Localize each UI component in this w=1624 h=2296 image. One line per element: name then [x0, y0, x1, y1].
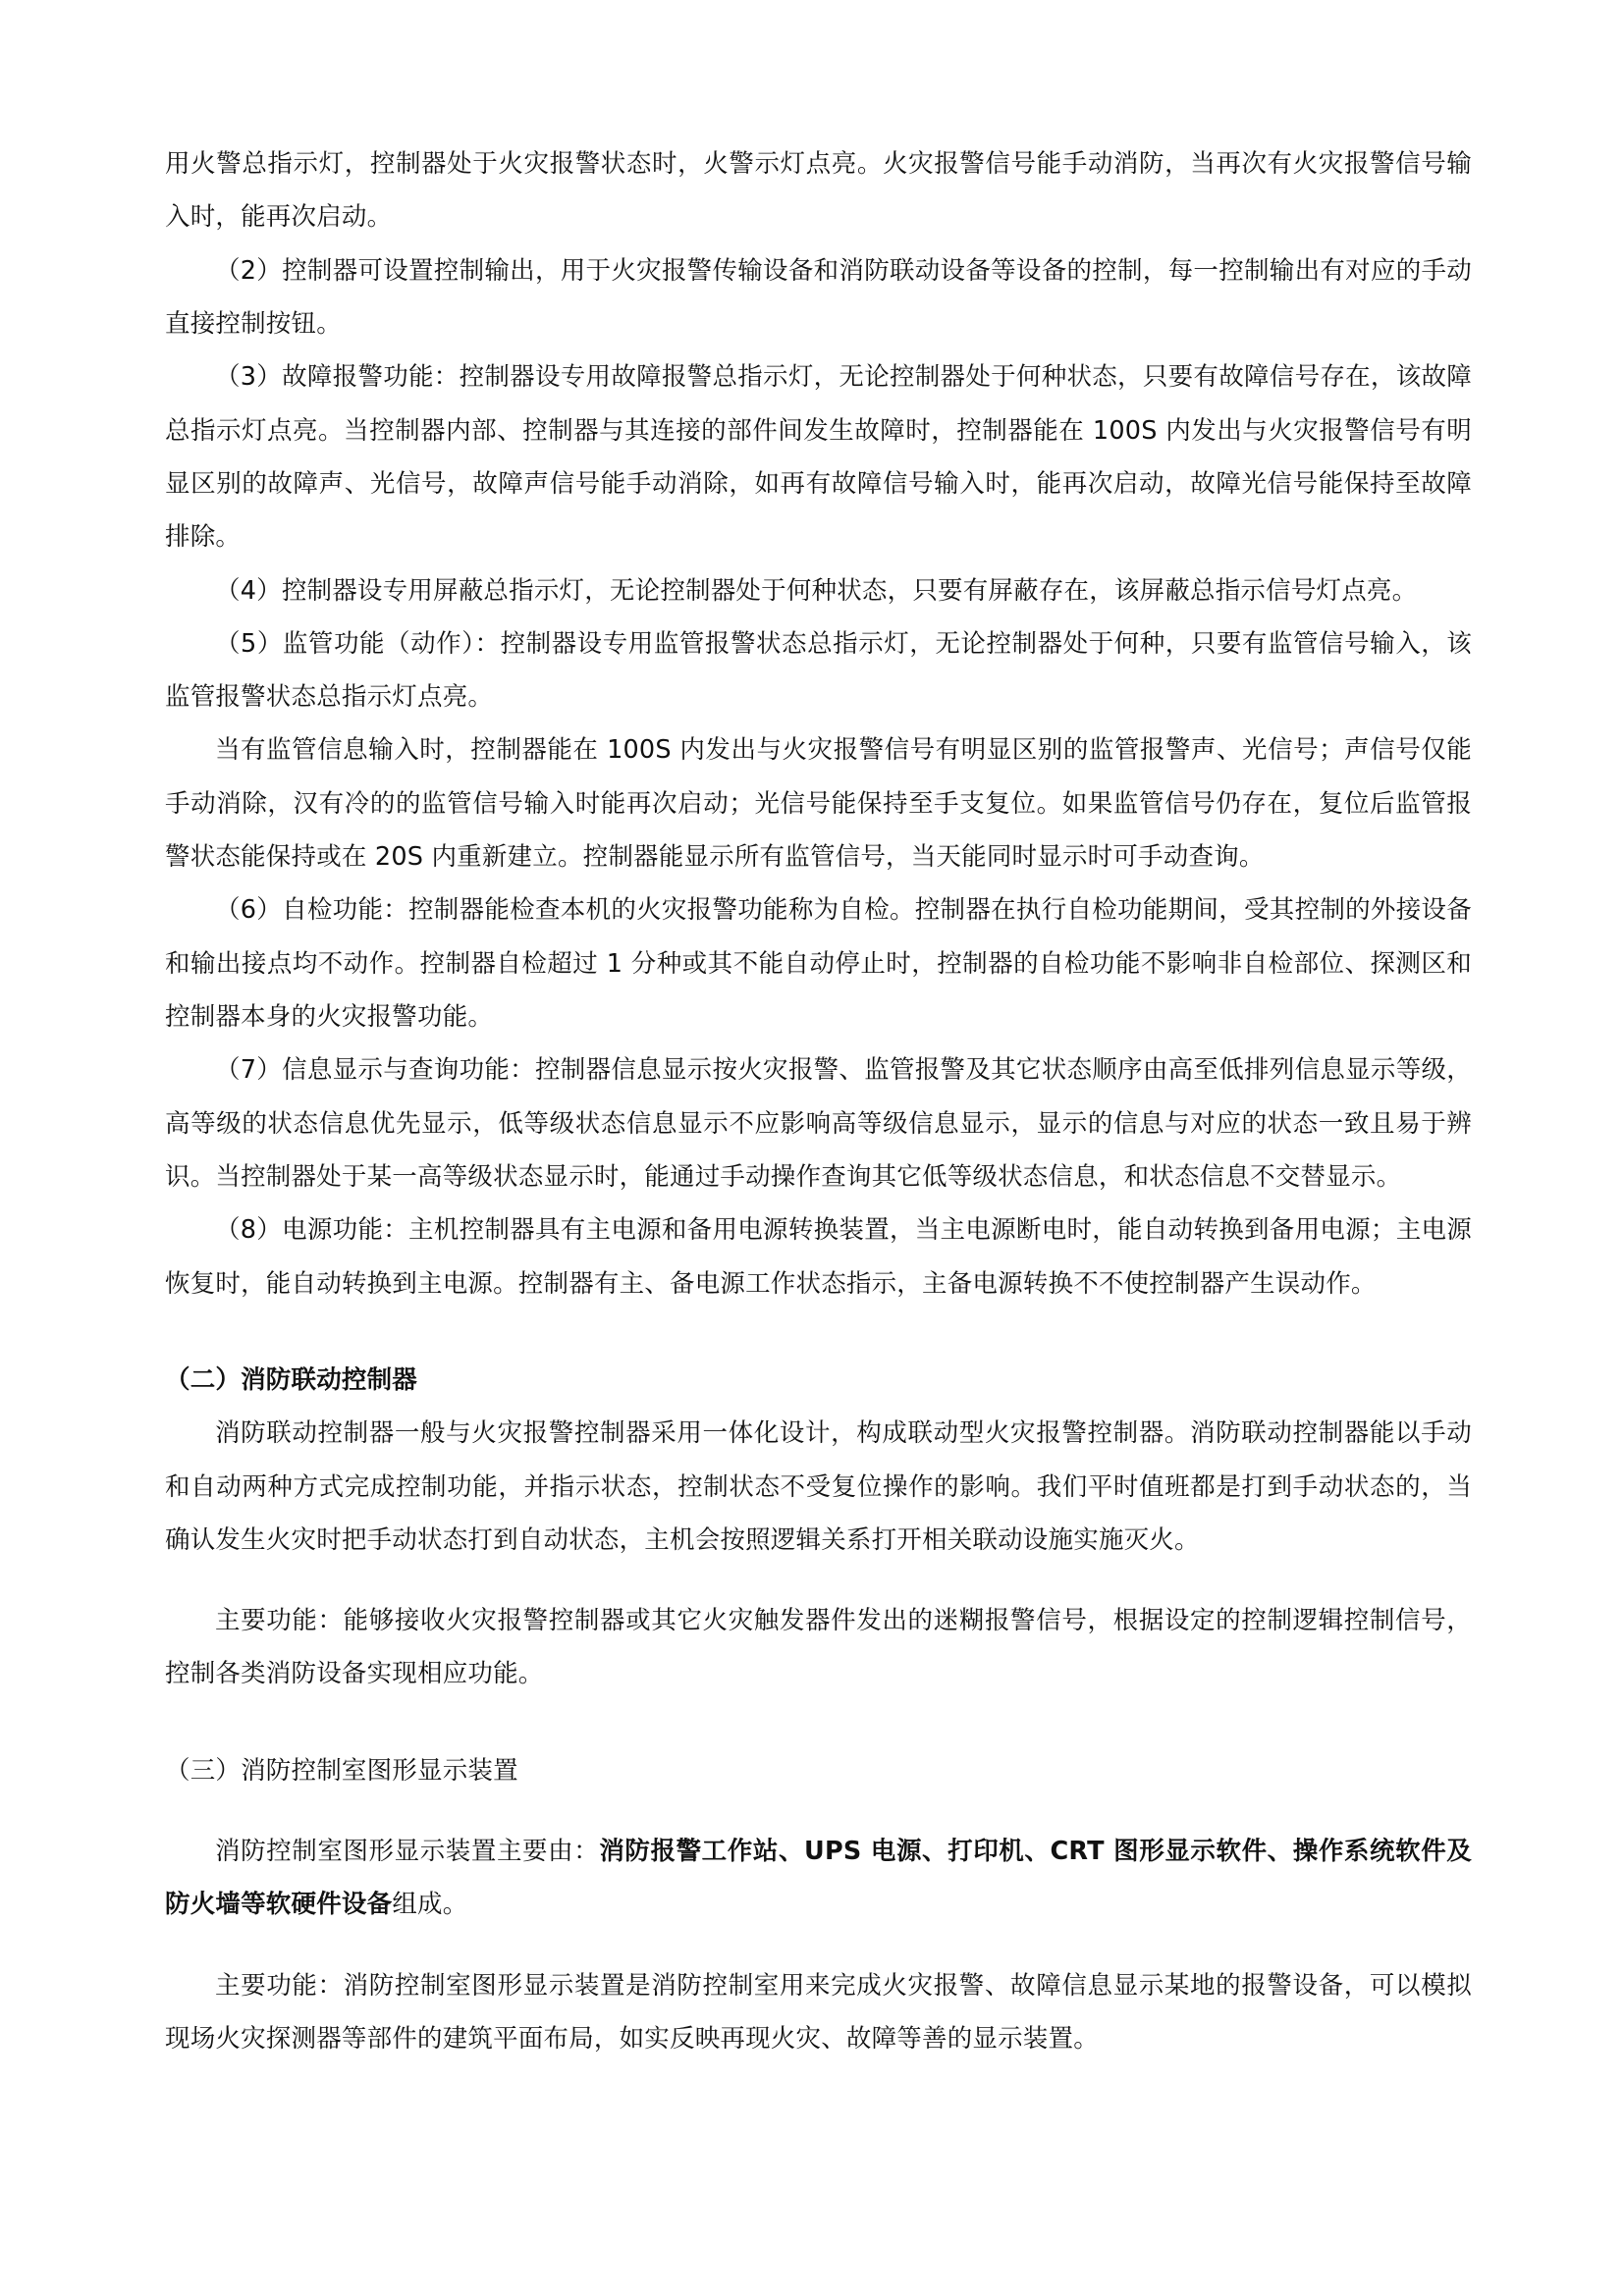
paragraph-section2-main-function: 主要功能：能够接收火灾报警控制器或其它火灾触发器件发出的迷糊报警信号，根据设定的控制逻辑控制信号，控制各类消防设备实现相应功能。 [165, 1606, 1472, 1689]
paragraph-item-8: （8）电源功能：主机控制器具有主电源和备用电源转换装置，当主电源断电时，能自动转换到备用电源；主电源恢复时，能自动转换到主电源。控制器有主、备电源工作状态指示，主备电源转换不不使控制器产生误动作。 [165, 1215, 1472, 1299]
heading-section-two: （二）消防联动控制器 [165, 1364, 418, 1395]
paragraph-continuation: 用火警总指示灯，控制器处于火灾报警状态时，火警示灯点亮。火灾报警信号能手动消防，当再次有火灾报警信号输入时，能再次启动。 [165, 149, 1472, 233]
heading-section-three: （三）消防控制室图形显示装置 [165, 1755, 518, 1786]
section3-suffix-text: 组成。 [392, 1890, 468, 1920]
paragraph-spacer [165, 1932, 1472, 1959]
paragraph-item-7: （7）信息显示与查询功能：控制器信息显示按火灾报警、监管报警及其它状态顺序由高至低排列信息显示等级，高等级的状态信息优先显示，低等级状态信息显示不应影响高等级信息显示，显示的信息与对应的状态一致且易于辨识。当控制器处于某一高等级状态显示时，能通过手动操作查询其它低等级状态信息，和状态信息不交替显示。 [165, 1055, 1472, 1192]
paragraph-item-3: （3）故障报警功能：控制器设专用故障报警总指示灯，无论控制器处于何种状态，只要有故障信号存在，该故障总指示灯点亮。当控制器内部、控制器与其连接的部件间发生故障时，控制器能在 100S 内发出与火灾报警信号有明显区别的故障声、光信号，故障声信号能手动消除，如再有故障信号输入时，能再次启动，故障光信号能保持至故障排除。 [165, 362, 1472, 553]
paragraph-supervision: 当有监管信息输入时，控制器能在 100S 内发出与火灾报警信号有明显区别的监管报警声、光信号；声信号仅能手动消除，汉有冷的的监管信号输入时能再次启动；光信号能保持至手支复位。如果监管信号仍存在，复位后监管报警状态能保持或在 20S 内重新建立。控制器能显示所有监管信号，当天能同时显示时可手动查询。 [165, 735, 1472, 873]
paragraph-spacer [165, 1567, 1472, 1594]
section-spacer [165, 1701, 1472, 1744]
paragraph-item-5: （5）监管功能（动作）：控制器设专用监管报警状态总指示灯，无论控制器处于何种，只要有监管信号输入，该监管报警状态总指示灯点亮。 [165, 628, 1472, 713]
paragraph-item-6: （6）自检功能：控制器能检查本机的火灾报警功能称为自检。控制器在执行自检功能期间，受其控制的外接设备和输出接点均不动作。控制器自检超过 1 分种或其不能自动停止时，控制器的自检功能不影响非自检部位、探测区和控制器本身的火灾报警功能。 [165, 895, 1472, 1032]
section3-bold-components: 消防报警工作站、UPS 电源、打印机、CRT 图形显示软件、操作系统软件及防火墙等软硬件设备 [165, 1837, 1472, 1920]
section3-prefix-text: 消防控制室图形显示装置主要由： [215, 1837, 600, 1867]
document-body [165, 137, 1472, 2065]
paragraph-item-4: （4）控制器设专用屏蔽总指示灯，无论控制器处于何种状态，只要有屏蔽存在，该屏蔽总指示信号灯点亮。 [215, 575, 1418, 606]
paragraph-item-2: （2）控制器可设置控制输出，用于火灾报警传输设备和消防联动设备等设备的控制，每一控制输出有对应的手动直接控制按钮。 [165, 255, 1472, 339]
paragraph-section3-1 [165, 1825, 1472, 1932]
paragraph-section3-main-function: 主要功能：消防控制室图形显示装置是消防控制室用来完成火灾报警、故障信息显示某地的报警设备，可以模拟现场火灾探测器等部件的建筑平面布局，如实反映再现火灾、故障等善的显示装置。 [165, 1970, 1472, 2054]
paragraph-section2-1: 消防联动控制器一般与火灾报警控制器采用一体化设计，构成联动型火灾报警控制器。消防联动控制器能以手动和自动两种方式完成控制功能，并指示状态，控制状态不受复位操作的影响。我们平时值班都是打到手动状态的，当确认发生火灾时把手动状态打到自动状态，主机会按照逻辑关系打开相关联动设施实施灭火。 [165, 1418, 1472, 1555]
paragraph-spacer [165, 1797, 1472, 1825]
section-spacer [165, 1310, 1472, 1354]
